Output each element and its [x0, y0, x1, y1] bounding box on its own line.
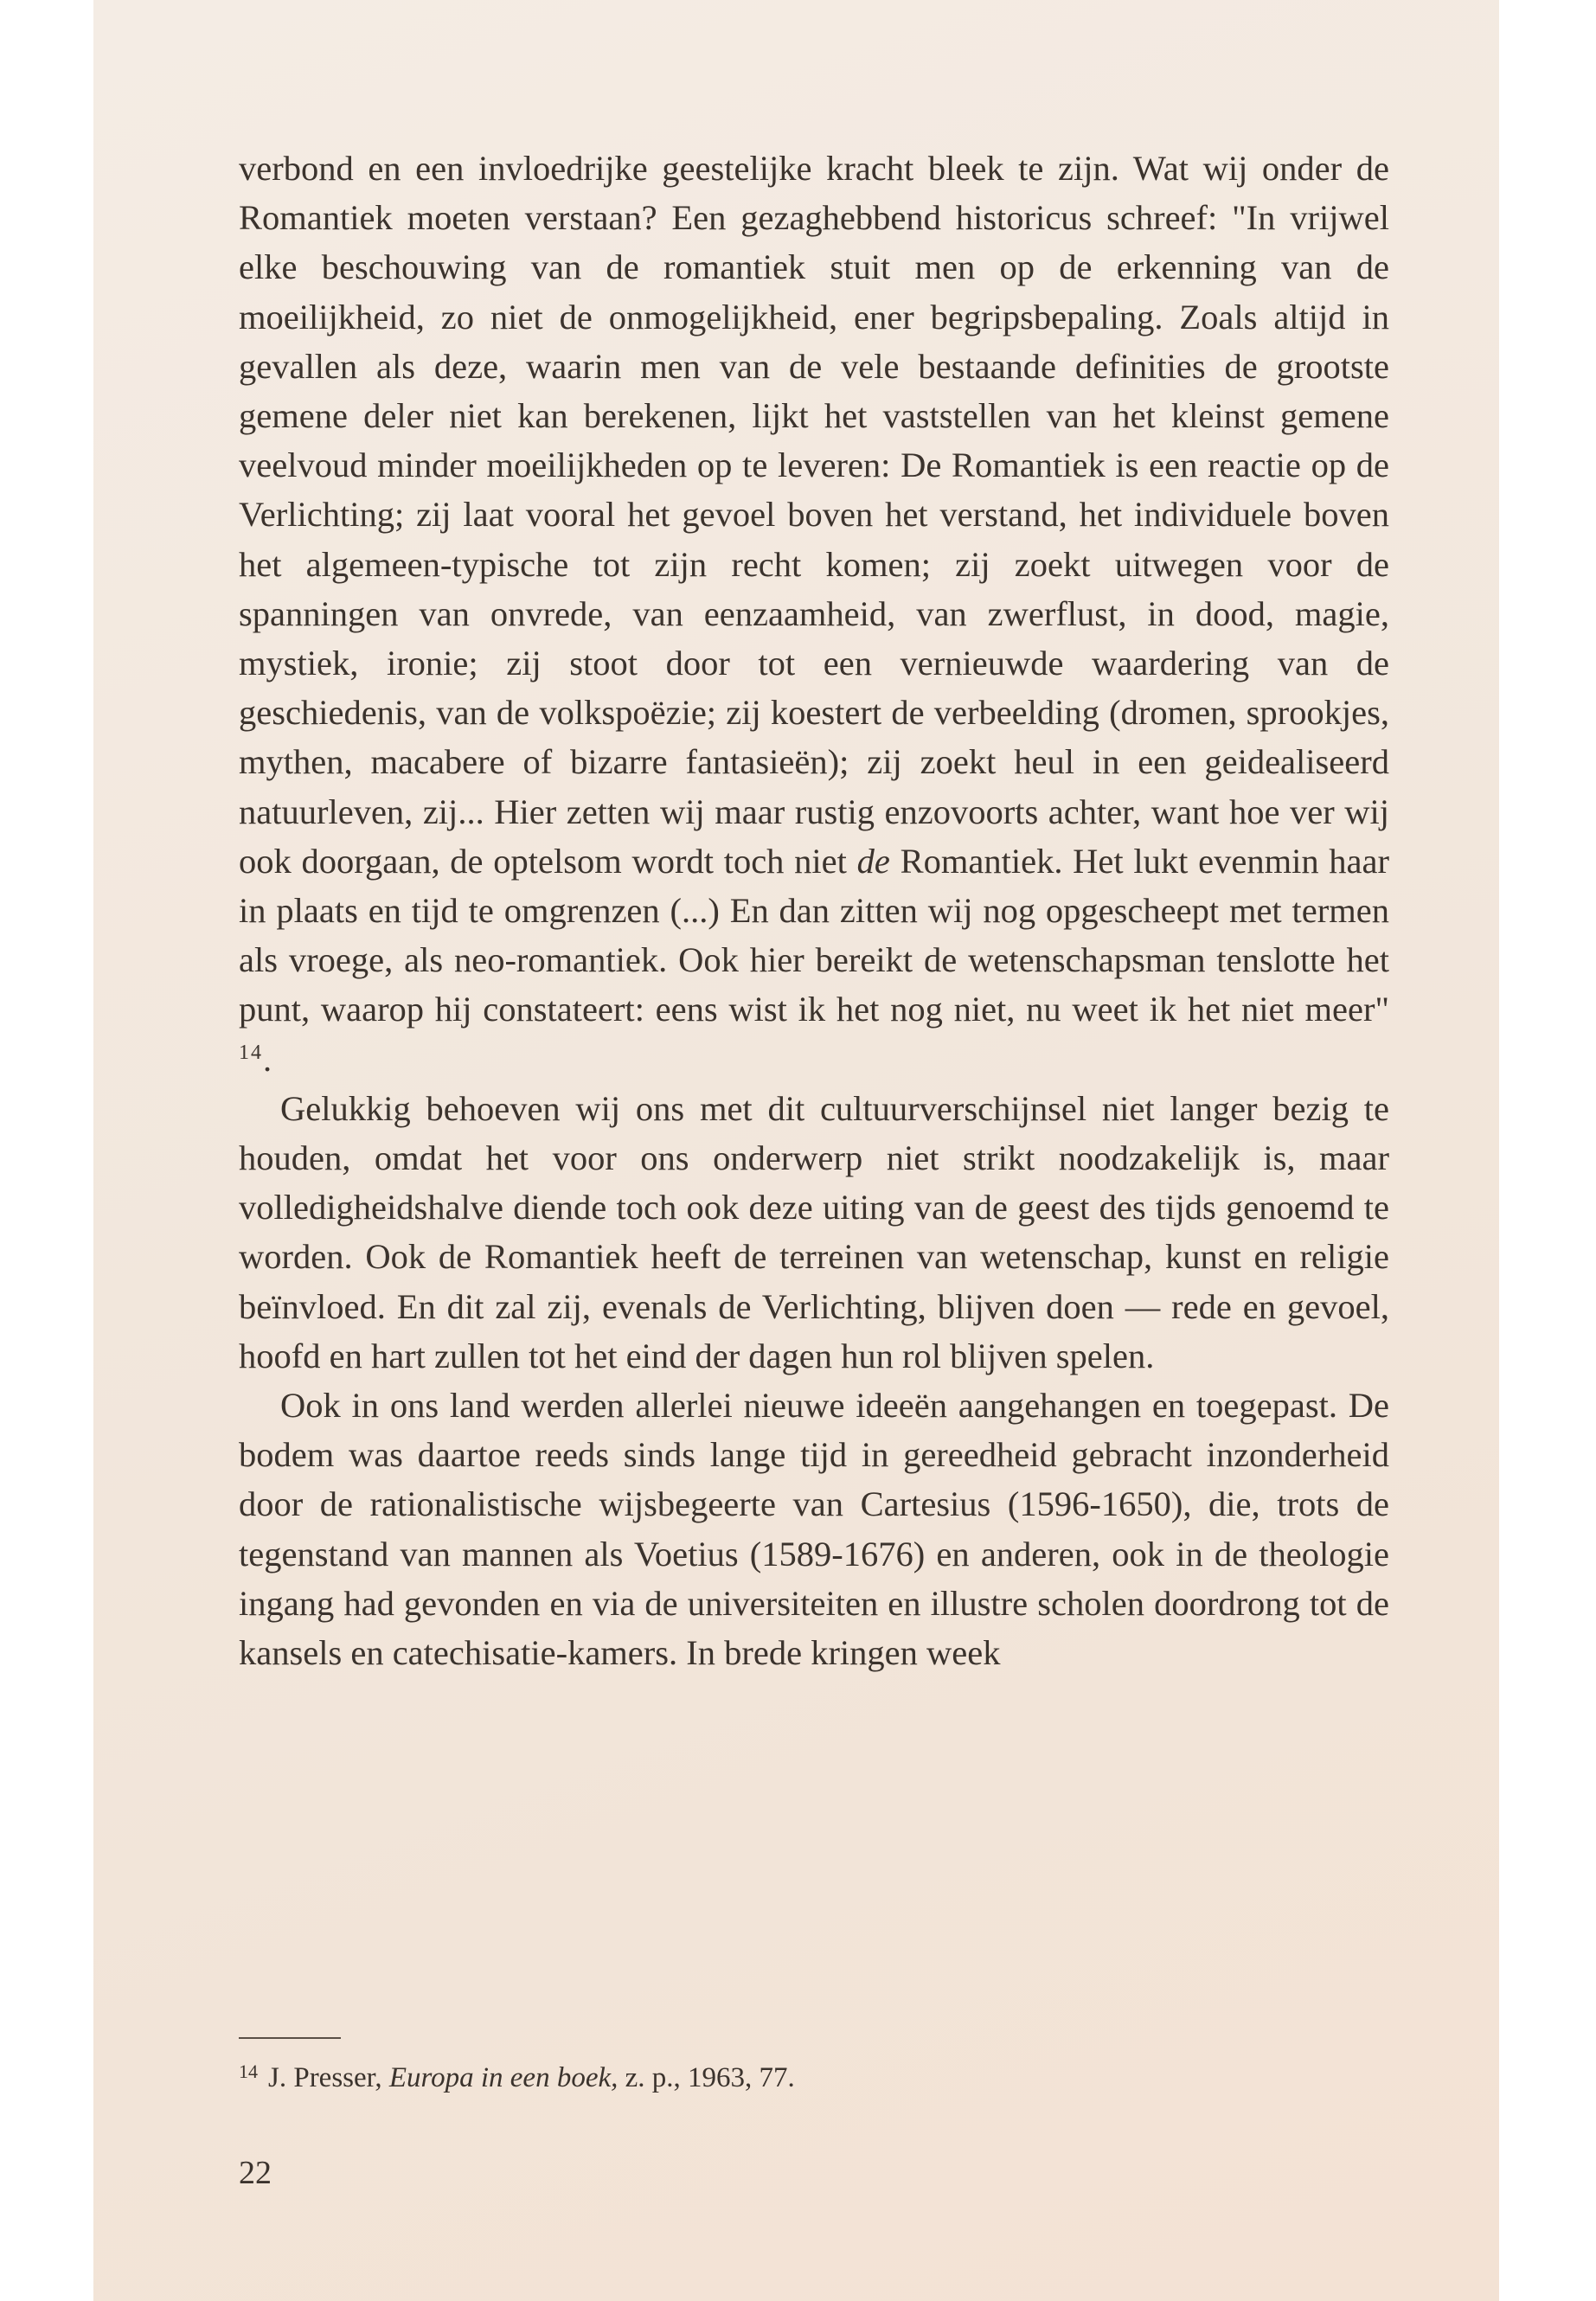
paragraph-1-text-continued: Romantiek. Het lukt evenmin haar in plaats en tijd te omgrenzen (...) En dan zitten wij nog opgescheept met termen als vroege, als neo-romantiek. Ook hier bereikt de wetenschapsman tenslotte het punt, waarop hij constateert: eens wist ik het nog niet, nu weet ik het niet meer" [239, 841, 1389, 1029]
body-text [239, 144, 1389, 1677]
footnote-details: z. p., 1963, 77. [625, 2062, 795, 2093]
paragraph-1 [239, 144, 1389, 1084]
footnote-reference: 14 [239, 1041, 263, 1064]
emphasis-de: de [856, 841, 890, 881]
book-page [93, 0, 1499, 2301]
paragraph-1-end: . [263, 1039, 272, 1079]
paragraph-1-text: verbond en een invloedrijke geestelijke kracht bleek te zijn. Wat wij onder de Romantiek moeten verstaan? Een gezaghebbend historicus schreef: "In vrijwel elke beschouwing van de romantiek stuit men op de erkenning van de moeilijkheid, zo niet de onmogelijkheid, ener begripsbepaling. Zoals altijd in gevallen als deze, waarin men van de vele bestaande definities de grootste gemene deler niet kan berekenen, lijkt het vaststellen van het kleinst gemene veelvoud minder moeilijkheden op te leveren: De Romantiek is een reactie op de Verlichting; zij laat vooral het gevoel boven het verstand, het individuele boven het algemeen-typische tot zijn recht komen; zij zoekt uitwegen voor de spanningen van onvrede, van eenzaamheid, van zwerflust, in dood, magie, mystiek, ironie; zij stoot door tot een vernieuwde waardering van de geschiedenis, van de volkspoëzie; zij koestert de verbeelding (dromen, sprookjes, mythen, macabere of bizarre fantasieën); zij zoekt heul in een geidealiseerd natuurleven, zij... Hier zetten wij maar rustig enzovoorts achter, want hoe ver wij ook doorgaan, de optelsom wordt toch niet [239, 149, 1389, 881]
footnote [239, 2053, 795, 2097]
paragraph-2: Gelukkig behoeven wij ons met dit cultuurverschijnsel niet langer bezig te houden, omdat het voor ons onderwerp niet strikt noodzakelijk is, maar volledigheidshalve diende toch ook deze uiting van de geest des tijds genoemd te worden. Ook de Romantiek heeft de terreinen van wetenschap, kunst en religie beïnvloed. En dit zal zij, evenals de Verlichting, blijven doen — rede en gevoel, hoofd en hart zullen tot het eind der dagen hun rol blijven spelen. [239, 1088, 1389, 1375]
footnote-divider [239, 2037, 341, 2039]
page-number: 22 [239, 2155, 272, 2191]
paragraph-3: Ook in ons land werden allerlei nieuwe ideeën aangehangen en toegepast. De bodem was daartoe reeds sinds lange tijd in gereedheid gebracht inzonderheid door de rationalistische wijsbegeerte van Cartesius (1596-1650), die, trots de tegenstand van mannen als Voetius (1589-1676) en anderen, ook in de theologie ingang had gevonden en via de universiteiten en illustre scholen doordrong tot de kansels en catechisatie-kamers. In brede kringen week [239, 1386, 1389, 1673]
footnote-title: Europa in een boek, [388, 2062, 619, 2093]
footnote-author: J. Presser, [268, 2062, 382, 2093]
footnote-number: 14 [239, 2061, 258, 2082]
